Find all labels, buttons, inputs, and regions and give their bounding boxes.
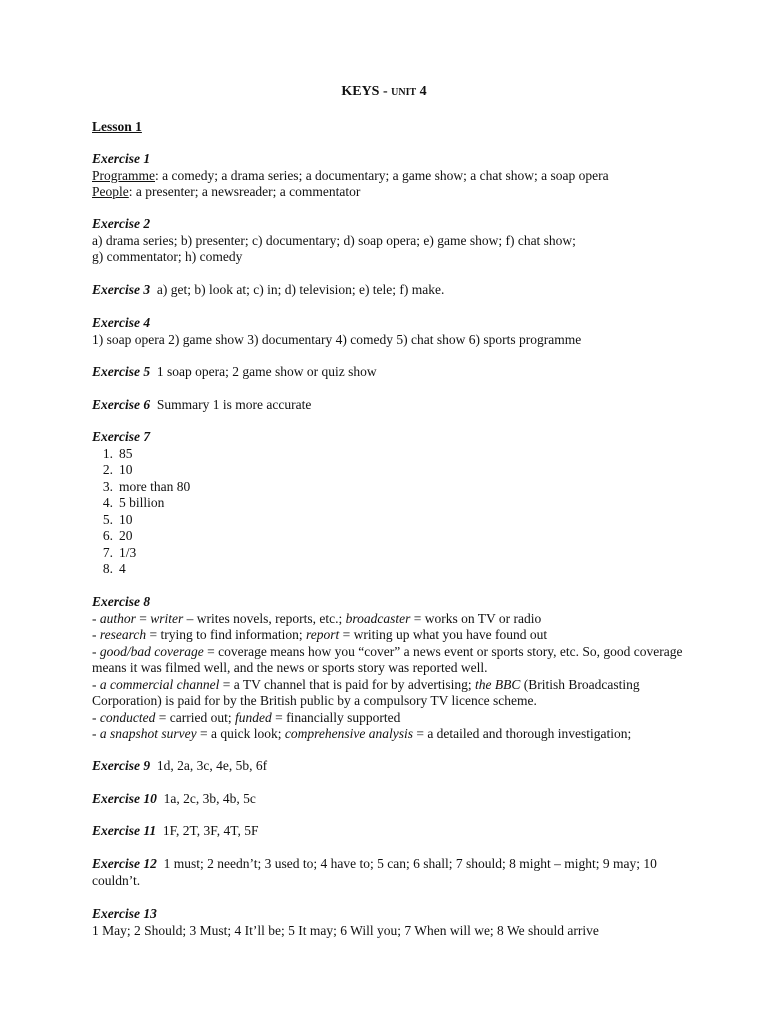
title-unit: unit 4 bbox=[391, 84, 427, 99]
exercise-13 bbox=[92, 906, 692, 939]
answer-text: 1d, 2a, 3c, 4e, 5b, 6f bbox=[156, 758, 268, 773]
answer-line: - good/bad coverage = coverage means how you “cover” a news event or sports story, etc. So, good coverage means it was filmed well, and the news or sports story was reported well. bbox=[92, 643, 683, 675]
answer-line: g) commentator; h) comedy bbox=[92, 249, 243, 264]
exercise-heading: Exercise 8 bbox=[92, 594, 151, 609]
exercise-heading: Exercise 5 bbox=[92, 364, 151, 379]
exercise-heading: Exercise 12 bbox=[92, 856, 157, 871]
lesson-label: Lesson 1 bbox=[92, 119, 142, 134]
exercise-heading: Exercise 9 bbox=[92, 758, 151, 773]
exercise-heading: Exercise 4 bbox=[92, 315, 151, 330]
answer-line: - a snapshot survey = a quick look; comprehensive analysis = a detailed and thorough investigation; bbox=[92, 726, 632, 741]
answer-line: - a commercial channel = a TV channel that is paid for by advertising; the BBC (British Broadcasting Corporation) is paid for by the British public by a compulsory TV licence scheme. bbox=[92, 676, 640, 708]
answer-text: 1F, 2T, 3F, 4T, 5F bbox=[162, 823, 259, 838]
list-item: 7. 1/3 bbox=[102, 544, 137, 560]
answer-text: 1 soap opera; 2 game show or quiz show bbox=[156, 364, 377, 379]
lesson-heading bbox=[92, 119, 692, 136]
list-item: 4. 5 billion bbox=[102, 495, 165, 510]
exercise-6 bbox=[92, 397, 692, 414]
answer-line: a) drama series; b) presenter; c) documentary; d) soap opera; e) game show; f) chat show; bbox=[92, 232, 576, 248]
exercise-7 bbox=[92, 429, 692, 578]
answer-text: : a presenter; a newsreader; a commentator bbox=[128, 184, 361, 199]
page-title bbox=[0, 84, 768, 100]
exercise-heading: Exercise 7 bbox=[92, 429, 151, 444]
exercise-heading: Exercise 2 bbox=[92, 216, 151, 231]
answer-text: 1 must; 2 needn’t; 3 used to; 4 have to; 5 can; 6 shall; 7 should; 8 might – might; 9 may; 10 couldn’t. bbox=[92, 856, 657, 888]
exercise-4 bbox=[92, 315, 692, 348]
exercise-3 bbox=[92, 282, 692, 299]
exercise-2 bbox=[92, 216, 692, 266]
answer-list bbox=[92, 446, 692, 578]
exercise-heading: Exercise 11 bbox=[92, 823, 157, 838]
exercise-11 bbox=[92, 823, 692, 840]
exercise-8 bbox=[92, 594, 692, 743]
exercise-heading: Exercise 1 bbox=[92, 151, 151, 166]
exercise-5 bbox=[92, 364, 692, 381]
exercise-heading: Exercise 6 bbox=[92, 397, 151, 412]
list-item: 8. 4 bbox=[102, 561, 126, 576]
answer-line: - author = writer – writes novels, reports, etc.; broadcaster = works on TV or radio bbox=[92, 610, 542, 626]
category-label: Programme bbox=[92, 167, 155, 183]
exercise-heading: Exercise 10 bbox=[92, 791, 157, 806]
answer-line: 1) soap opera 2) game show 3) documentary 4) comedy 5) chat show 6) sports programme bbox=[92, 331, 582, 347]
title-separator: - bbox=[379, 84, 392, 99]
answer-line: - research = trying to find information; report = writing up what you have found out bbox=[92, 627, 548, 642]
exercise-12 bbox=[92, 856, 692, 889]
category-label: People bbox=[92, 184, 129, 199]
exercise-heading: Exercise 3 bbox=[92, 282, 151, 297]
list-item: 5. 10 bbox=[102, 511, 133, 527]
list-item: 3. more than 80 bbox=[102, 478, 191, 494]
title-main: KEYS bbox=[341, 84, 380, 99]
answer-line: - conducted = carried out; funded = financially supported bbox=[92, 709, 401, 725]
exercise-1 bbox=[92, 151, 692, 201]
list-item: 6. 20 bbox=[102, 528, 133, 543]
answer-line bbox=[92, 184, 692, 201]
answer-line: 1 May; 2 Should; 3 Must; 4 It’ll be; 5 It may; 6 Will you; 7 When will we; 8 We should arrive bbox=[92, 922, 599, 938]
answer-text: 1a, 2c, 3b, 4b, 5c bbox=[163, 791, 256, 806]
answer-text: : a comedy; a drama series; a documentary; a game show; a chat show; a soap opera bbox=[155, 167, 609, 183]
answer-text: a) get; b) look at; c) in; d) television; e) tele; f) make. bbox=[156, 282, 445, 297]
list-item: 2. 10 bbox=[102, 462, 133, 477]
exercise-10 bbox=[92, 791, 692, 808]
exercise-heading: Exercise 13 bbox=[92, 906, 157, 921]
exercise-9 bbox=[92, 758, 692, 775]
list-item: 1. 85 bbox=[102, 445, 133, 461]
answer-text: Summary 1 is more accurate bbox=[156, 397, 312, 412]
answer-line bbox=[92, 168, 692, 185]
